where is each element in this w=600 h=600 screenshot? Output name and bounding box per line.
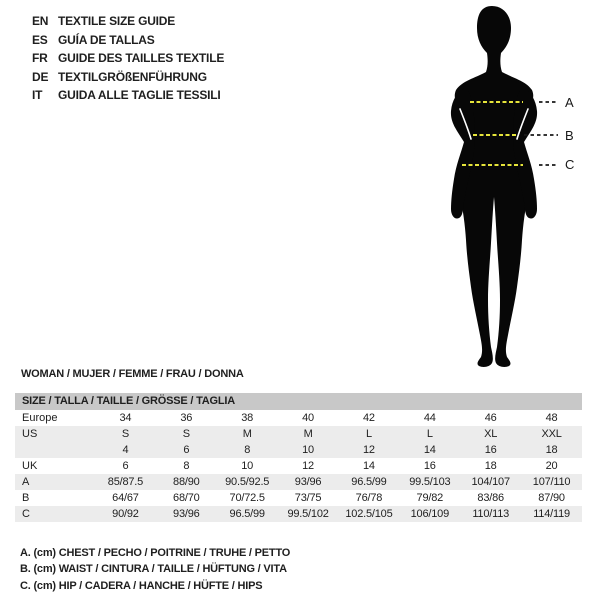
cell: 10 bbox=[241, 460, 254, 472]
cell: 104/107 bbox=[471, 476, 510, 488]
size-table-header: SIZE / TALLA / TAILLE / GRÖSSE / TAGLIA bbox=[15, 393, 582, 410]
language-code: EN bbox=[32, 14, 49, 28]
cell: 85/87.5 bbox=[107, 476, 144, 488]
row-label: B bbox=[22, 492, 30, 504]
cell: 93/96 bbox=[294, 476, 322, 488]
cell: 73/75 bbox=[294, 492, 322, 504]
cell: 102.5/105 bbox=[345, 508, 393, 520]
table-row-hip-c bbox=[15, 506, 582, 522]
row-label: C bbox=[22, 508, 30, 520]
legend-chest: A. (cm) CHEST / PECHO / POITRINE / TRUHE / PETTO bbox=[20, 547, 291, 559]
row-label: A bbox=[22, 476, 30, 488]
cell: 20 bbox=[545, 460, 558, 472]
cell: 106/109 bbox=[410, 508, 449, 520]
cell: S bbox=[121, 428, 129, 440]
table-row-waist-b bbox=[15, 490, 582, 506]
cell: 99.5/102 bbox=[287, 508, 329, 520]
table-row-uk bbox=[15, 458, 582, 474]
language-title: TEXTILE SIZE GUIDE bbox=[58, 14, 176, 28]
cell: 18 bbox=[545, 444, 558, 456]
cell: 96.5/99 bbox=[229, 508, 265, 520]
row-label bbox=[15, 442, 95, 458]
language-title: GUIDA ALLE TAGLIE TESSILI bbox=[58, 88, 221, 103]
cell: M bbox=[242, 428, 252, 440]
legend-waist: B. (cm) WAIST / CINTURA / TAILLE / HÜFTUNG / VITA bbox=[20, 563, 287, 576]
cell: 16 bbox=[484, 444, 497, 456]
cell: 64/67 bbox=[112, 492, 139, 504]
measure-legend bbox=[20, 545, 290, 594]
cell: 38 bbox=[241, 412, 254, 424]
cell: 8 bbox=[183, 460, 190, 472]
language-code: DE bbox=[32, 69, 49, 84]
table-row-us-numbers bbox=[15, 442, 582, 458]
cell: 6 bbox=[183, 444, 190, 456]
language-code: ES bbox=[32, 32, 48, 47]
cell: 99.5/103 bbox=[409, 476, 451, 488]
cell: 46 bbox=[484, 412, 497, 424]
cell: 110/113 bbox=[472, 508, 510, 520]
language-title: GUIDE DES TAILLES TEXTILE bbox=[58, 51, 225, 66]
cell: 114/119 bbox=[533, 508, 570, 520]
cell: 83/86 bbox=[477, 492, 504, 504]
cell: 40 bbox=[302, 412, 314, 424]
cell: XL bbox=[484, 428, 498, 440]
language-code: FR bbox=[32, 51, 48, 66]
language-title: GUÍA DE TALLAS bbox=[58, 32, 155, 47]
cell: S bbox=[182, 428, 190, 440]
cell: 76/78 bbox=[355, 492, 383, 504]
row-label: UK bbox=[22, 460, 38, 472]
cell: 44 bbox=[423, 412, 436, 424]
cell: M bbox=[303, 428, 313, 440]
measure-label-b: B bbox=[565, 128, 574, 143]
measure-label-c: C bbox=[565, 157, 575, 172]
cell: 107/110 bbox=[532, 476, 571, 488]
measure-label-a: A bbox=[565, 95, 574, 110]
table-row-europe bbox=[15, 410, 582, 426]
cell: 18 bbox=[484, 460, 497, 472]
cell: 34 bbox=[119, 412, 132, 424]
row-label: Europe bbox=[22, 412, 58, 424]
cell: 8 bbox=[244, 444, 251, 456]
cell: L bbox=[365, 428, 372, 440]
cell: 42 bbox=[363, 412, 375, 424]
cell: 48 bbox=[545, 412, 558, 424]
size-table bbox=[15, 393, 582, 522]
legend-hip: C. (cm) HIP / CADERA / HANCHE / HÜFTE / HIPS bbox=[20, 579, 263, 592]
table-row-us-letters bbox=[15, 426, 582, 442]
language-title: TEXTILGRÖßENFÜHRUNG bbox=[58, 69, 207, 84]
cell: 90.5/92.5 bbox=[225, 476, 270, 488]
cell: 14 bbox=[363, 460, 375, 472]
cell: 96.5/99 bbox=[351, 476, 387, 488]
section-title-woman: WOMAN / MUJER / FEMME / FRAU / DONNA bbox=[21, 368, 244, 380]
cell: 12 bbox=[302, 460, 314, 472]
cell: 70/72.5 bbox=[229, 492, 265, 504]
cell: XXL bbox=[541, 428, 562, 440]
cell: 90/92 bbox=[112, 508, 139, 520]
cell: 14 bbox=[423, 444, 436, 456]
cell: 4 bbox=[122, 444, 129, 456]
cell: 93/96 bbox=[173, 508, 200, 520]
cell: 16 bbox=[423, 460, 436, 472]
cell: 36 bbox=[180, 412, 193, 424]
row-label: US bbox=[22, 428, 38, 440]
cell: 88/90 bbox=[173, 476, 200, 488]
cell: 68/70 bbox=[173, 492, 200, 504]
language-code: IT bbox=[32, 88, 43, 103]
cell: 10 bbox=[302, 444, 314, 456]
cell: 6 bbox=[122, 460, 129, 472]
table-row-chest-a bbox=[15, 474, 582, 490]
cell: 87/90 bbox=[538, 492, 565, 504]
cell: L bbox=[426, 428, 433, 440]
cell: 12 bbox=[363, 444, 375, 456]
cell: 79/82 bbox=[416, 492, 444, 504]
